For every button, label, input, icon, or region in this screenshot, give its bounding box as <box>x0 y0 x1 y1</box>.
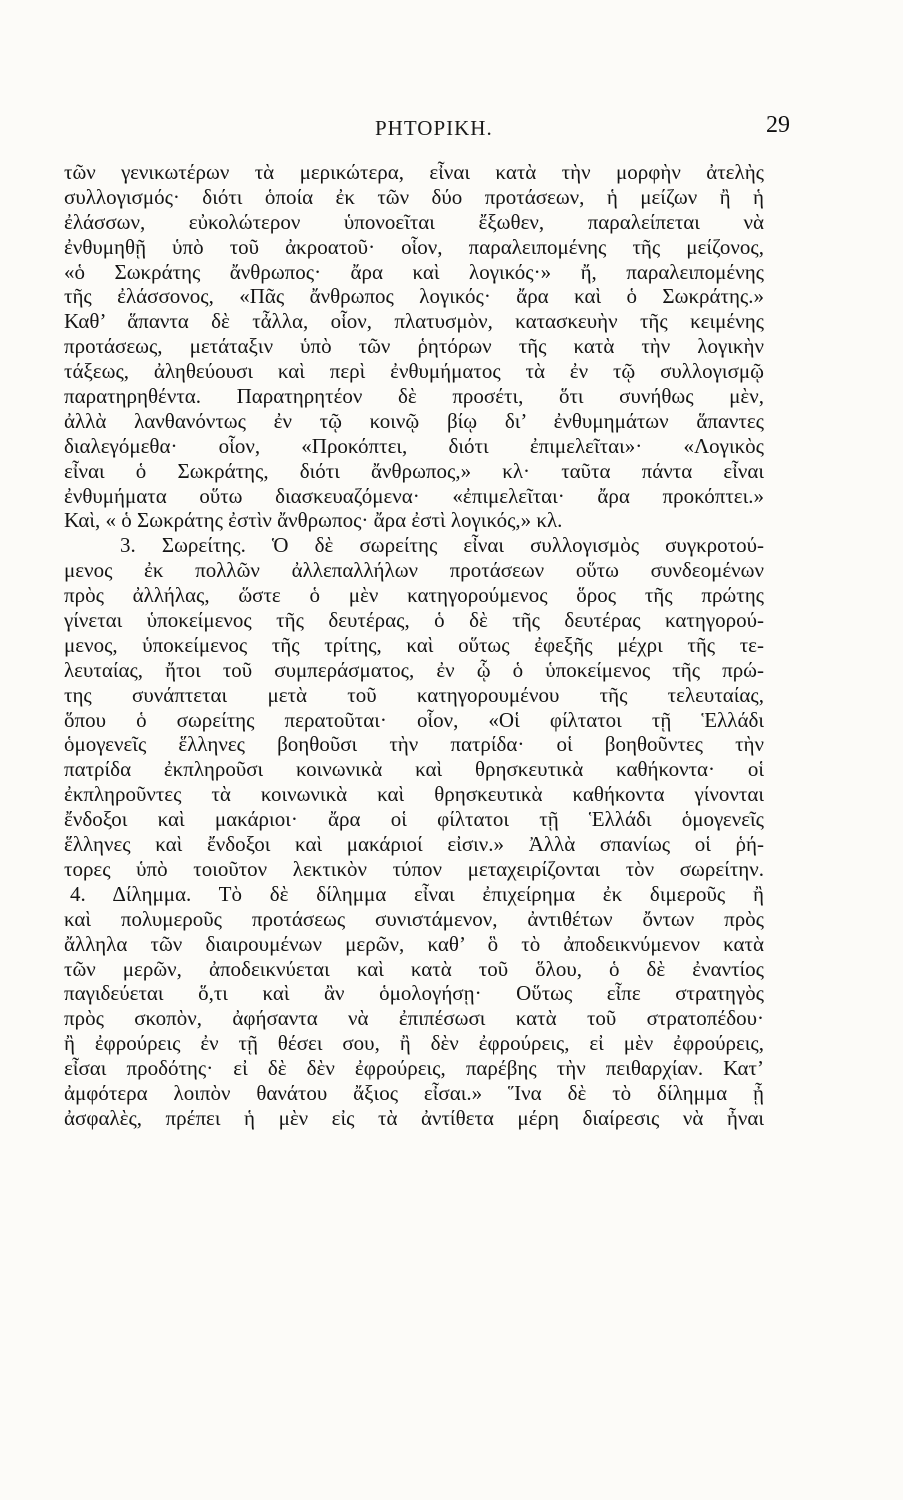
text-line: «ὁ Σωκράτης ἄνθρωπος· ἄρα καὶ λογικός·» ἤ, παραλειπομένης <box>64 259 764 284</box>
section-heading-line: 4. Δίλημμα. Τὸ δὲ δίλημμα εἶναι ἐπιχείρημα ἐκ διμεροῦς ἢ <box>70 881 764 906</box>
text-line: τορες ὑπὸ τοιοῦτον λεκτικὸν τύπον μεταχειρίζονται τὸν σωρείτην. <box>64 856 764 881</box>
text-line: τῆς ἐλάσσονος, «Πᾶς ἄνθρωπος λογικός· ἄρα καὶ ὁ Σωκράτης.» <box>64 284 764 309</box>
section-heading-line: 3. Σωρείτης. Ὁ δὲ σωρείτης εἶναι συλλογισμὸς συγκροτού- <box>120 533 764 558</box>
text-line: ἀλλὰ λανθανόντως ἐν τῷ κοινῷ βίῳ δι’ ἐνθυμημάτων ἅπαντες <box>64 408 764 433</box>
text-line: εἶσαι προδότης· εἰ δὲ δὲν ἐφρούρεις, παρέβης τὴν πειθαρχίαν. Κατ’ <box>64 1056 764 1081</box>
text-line: παγιδεύεται ὅ,τι καὶ ἂν ὁμολογήσῃ· Οὕτως εἶπε στρατηγὸς <box>64 981 764 1006</box>
text-line: ὅπου ὁ σωρείτης περατοῦται· οἷον, «Οἱ φίλτατοι τῇ Ἑλλάδι <box>64 707 764 732</box>
text-line: μενος, ὑποκείμενος τῆς τρίτης, καὶ οὕτως ἐφεξῆς μέχρι τῆς τε- <box>64 632 764 657</box>
text-line: πρὸς ἀλλήλας, ὥστε ὁ μὲν κατηγορούμενος ὅρος τῆς πρώτης <box>64 583 764 608</box>
text-line: πατρίδα ἐκπληροῦσι κοινωνικὰ καὶ θρησκευτικὰ καθήκοντα· οἱ <box>64 757 764 782</box>
text-line: καὶ πολυμεροῦς προτάσεως συνιστάμενον, ἀντιθέτων ὄντων πρὸς <box>64 906 764 931</box>
text-line: ἐνθυμηθῇ ὑπὸ τοῦ ἀκροατοῦ· οἷον, παραλειπομένης τῆς μείζονος, <box>64 234 764 259</box>
text-line: ἢ ἐφρούρεις ἐν τῇ θέσει σου, ἢ δὲν ἐφρούρεις, εἰ μὲν ἐφρούρεις, <box>64 1031 764 1056</box>
text-line: τάξεως, ἀληθεύουσι καὶ περὶ ἐνθυμήματος τὰ ἐν τῷ συλλογισμῷ <box>64 359 764 384</box>
text-line: γίνεται ὑποκείμενος τῆς δευτέρας, ὁ δὲ τῆς δευτέρας κατηγορού- <box>64 608 764 633</box>
text-line: ἐνθυμήματα οὕτω διασκευαζόμενα· «ἐπιμελεῖται· ἄρα προκόπτει.» <box>64 483 764 508</box>
text-line: μενος ἐκ πολλῶν ἀλλεπαλλήλων προτάσεων οὕτω συνδεομένων <box>64 558 764 583</box>
text-line: παρατηρηθέντα. Παρατηρητέον δὲ προσέτι, ὅτι συνήθως μὲν, <box>64 384 764 409</box>
text-line: διαλεγόμεθα· οἷον, «Προκόπτει, διότι ἐπιμελεῖται»· «Λογικὸς <box>64 433 764 458</box>
body-text <box>64 160 764 1131</box>
text-line: ἀσφαλὲς, πρέπει ἡ μὲν εἰς τὰ ἀντίθετα μέρη διαίρεσις νὰ ἦναι <box>64 1105 764 1130</box>
text-line: ἄλληλα τῶν διαιρουμένων μερῶν, καθ’ ὃ τὸ ἀποδεικνύμενον κατὰ <box>64 931 764 956</box>
text-line: ἕλληνες καὶ ἔνδοξοι καὶ μακάριοί εἰσιν.» Ἀλλὰ σπανίως οἱ ῥή- <box>64 832 764 857</box>
page-number: 29 <box>766 112 790 138</box>
page-header <box>60 112 790 146</box>
text-line: προτάσεως, μετάταξιν ὑπὸ τῶν ῥητόρων τῆς κατὰ τὴν λογικὴν <box>64 334 764 359</box>
text-line: πρὸς σκοπὸν, ἀφήσαντα νὰ ἐπιπέσωσι κατὰ τοῦ στρατοπέδου· <box>64 1006 764 1031</box>
text-line: ἐκπληροῦντες τὰ κοινωνικὰ καὶ θρησκευτικὰ καθήκοντα γίνονται <box>64 782 764 807</box>
text-line: ἀμφότερα λοιπὸν θανάτου ἄξιος εἶσαι.» Ἵνα δὲ τὸ δίλημμα ᾖ <box>64 1080 764 1105</box>
text-line: ἔνδοξοι καὶ μακάριοι· ἄρα οἱ φίλτατοι τῇ Ἑλλάδι ὁμογενεῖς <box>64 807 764 832</box>
text-line: ὁμογενεῖς ἕλληνες βοηθοῦσι τὴν πατρίδα· οἱ βοηθοῦντες τὴν <box>64 732 764 757</box>
text-line: της συνάπτεται μετὰ τοῦ κατηγορουμένου τῆς τελευταίας, <box>64 682 764 707</box>
text-line: Καθ’ ἅπαντα δὲ τἆλλα, οἷον, πλατυσμὸν, κατασκευὴν τῆς κειμένης <box>64 309 764 334</box>
text-line: τῶν γενικωτέρων τὰ μερικώτερα, εἶναι κατὰ τὴν μορφὴν ἀτελὴς <box>64 160 764 184</box>
text-line: συλλογισμός· διότι ὁποία ἐκ τῶν δύο προτάσεων, ἡ μείζων ἢ ἡ <box>64 184 764 209</box>
running-title: ΡΗΤΟΡΙΚΗ. <box>375 116 493 140</box>
text-line: εἶναι ὁ Σωκράτης, διότι ἄνθρωπος,» κλ· ταῦτα πάντα εἶναι <box>64 458 764 483</box>
text-line: τῶν μερῶν, ἀποδεικνύεται καὶ κατὰ τοῦ ὅλου, ὁ δὲ ἐναντίος <box>64 956 764 981</box>
text-line: ἐλάσσων, εὐκολώτερον ὑπονοεῖται ἔξωθεν, παραλείπεται νὰ <box>64 209 764 234</box>
text-line: λευταίας, ἤτοι τοῦ συμπεράσματος, ἐν ᾧ ὁ ὑποκείμενος τῆς πρώ- <box>64 657 764 682</box>
text-line: Καὶ, « ὁ Σωκράτης ἐστὶν ἄνθρωπος· ἄρα ἐστὶ λογικός,» κλ. <box>64 508 563 533</box>
